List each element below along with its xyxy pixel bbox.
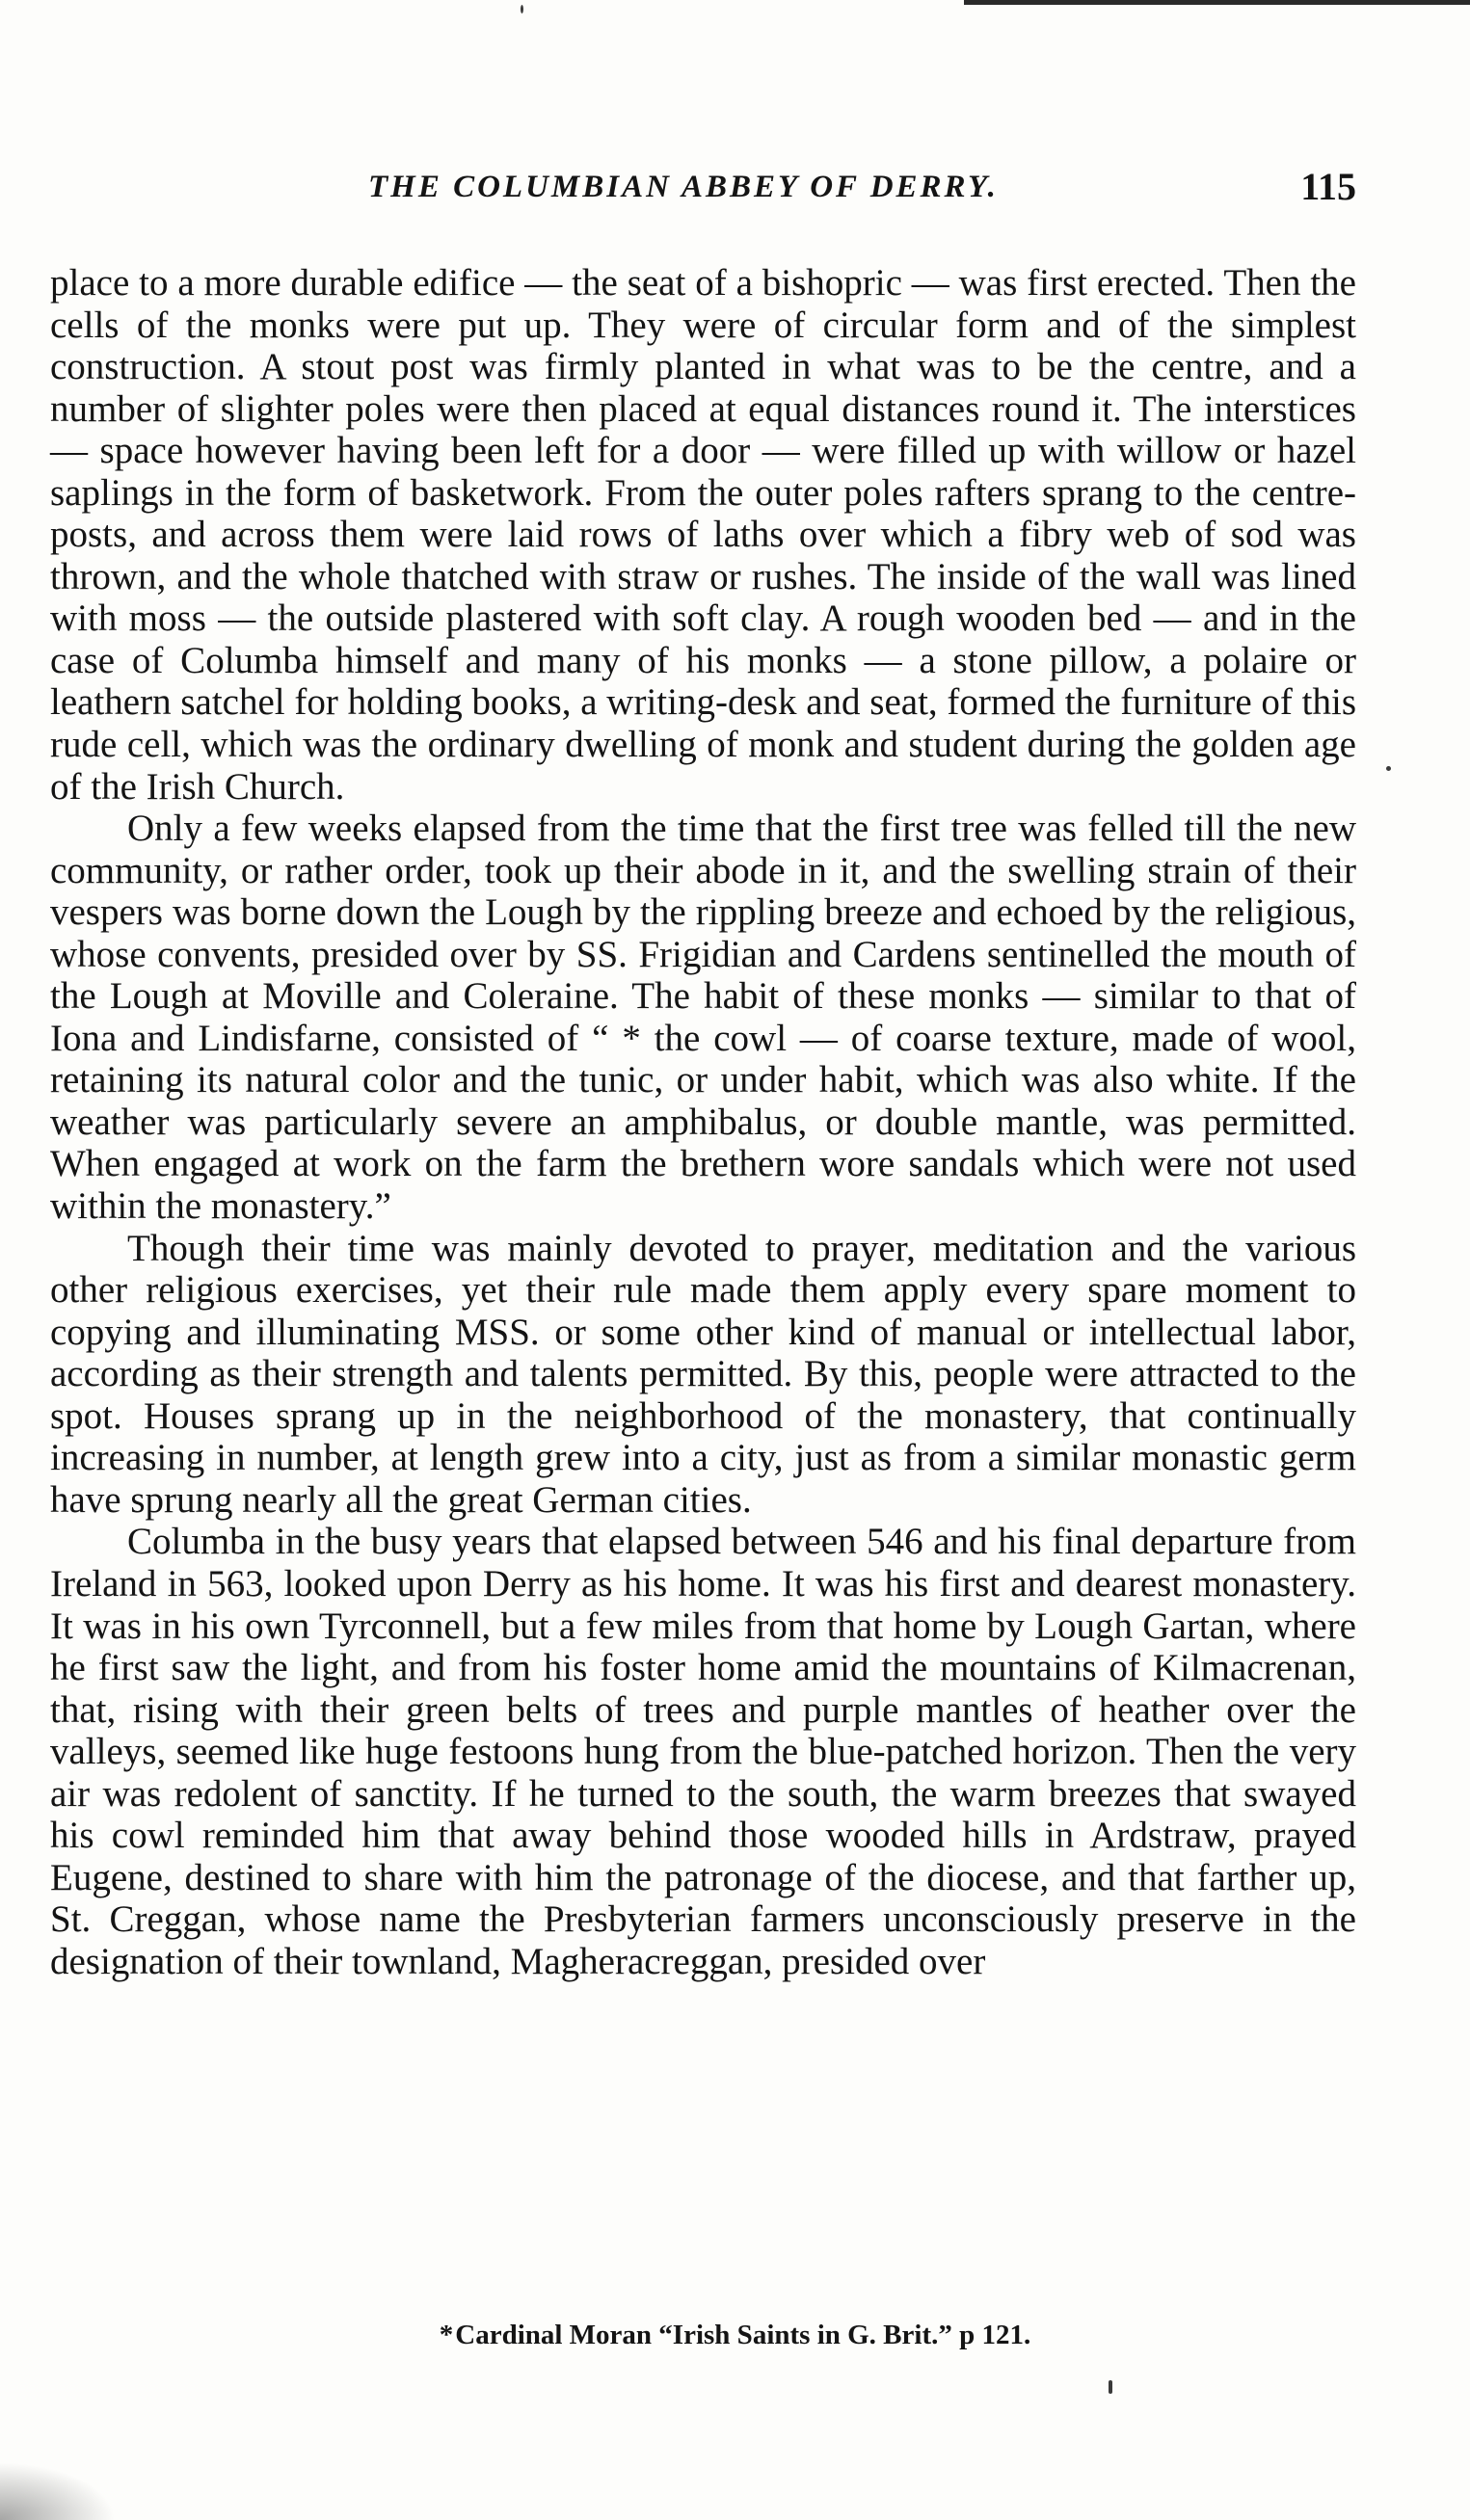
body-text xyxy=(50,262,1356,1982)
running-title: THE COLUMBIAN ABBEY OF DERRY. xyxy=(368,170,999,204)
paragraph: Though their time was mainly devoted to prayer, meditation and the various other religious exercises, yet their rule made them apply every spare moment to copying and illuminating MSS. or some other kind of manual or intellectual labor, according as their strength and talents permitted. By this, people were attracted to the spot. Houses sprang up in the neighborhood of the monastery, that continually increasing in number, at length grew into a city, just as from a similar monastic germ have sprung nearly all the great German cities. xyxy=(50,1227,1356,1521)
footnote xyxy=(0,2316,1470,2354)
paragraph: Columba in the busy years that elapsed between 546 and his final departure from Ireland in 563, looked upon Derry as his home. It was his first and dearest monastery. It was in his own Tyrconnell, but a few miles from that home by Lough Gartan, where he first saw the light, and from his foster home amid the mountains of Kilmacrenan, that, rising with their green belts of trees and purple mantles of heather over the valleys, seemed like huge festoons hung from the blue-patched horizon. Then the very air was redolent of sanctity. If he turned to the south, the warm breezes that swayed his cowl reminded him that away behind those wooded hills in Ardstraw, prayed Eugene, destined to share with him the patronage of the diocese, and that farther up, St. Creggan, whose name the Presbyterian farmers unconsciously preserve in the designation of their townland, Magheracreggan, presided over xyxy=(50,1521,1356,1982)
page-header xyxy=(50,162,1356,212)
page-number: 115 xyxy=(1300,165,1356,208)
scan-top-edge xyxy=(964,0,1470,5)
paragraph-continued: place to a more durable edifice — the seat of a bishopric — was first erected. Then the cells of the monks were put up. They were of circular form and of the simplest construction. A stout post was firmly planted in what was to be the centre, and a number of slighter poles were then placed at equal distances round it. The interstices — space however having been left for a door — were filled up with willow or hazel saplings in the form of basketwork. From the outer poles rafters sprang to the centre-posts, and across them were laid rows of laths over which a fibry web of sod was thrown, and the whole thatched with straw or rushes. The inside of the wall was lined with moss — the outside plastered with soft clay. A rough wooden bed — and in the case of Columba himself and many of his monks — a stone pillow, a polaire or leathern satchel for holding books, a writing-desk and seat, formed the furniture of this rude cell, which was the ordinary dwelling of monk and student during the golden age of the Irish Church. xyxy=(50,262,1356,808)
paragraph: Only a few weeks elapsed from the time that the first tree was felled till the new community, or rather order, took up their abode in it, and the swelling strain of their vespers was borne down the Lough by the rippling breeze and echoed by the religious, whose convents, presided over by SS. Frigidian and Cardens sentinelled the mouth of the Lough at Moville and Coleraine. The habit of these monks — similar to that of Iona and Lindisfarne, consisted of “ * the cowl — of coarse texture, made of wool, retaining its natural color and the tunic, or under habit, which was also white. If the weather was particularly severe an amphibalus, or double mantle, was permitted. When engaged at work on the farm the brethern wore sandals which were not used within the monastery.” xyxy=(50,808,1356,1228)
scan-corner-smudge xyxy=(0,2462,116,2520)
footnote-marker: * xyxy=(439,2320,454,2350)
scan-speck xyxy=(521,5,523,13)
footnote-text: Cardinal Moran “Irish Saints in G. Brit.” p 121. xyxy=(455,2320,1031,2350)
scan-speck xyxy=(1386,766,1391,771)
scan-speck xyxy=(1109,2380,1112,2394)
